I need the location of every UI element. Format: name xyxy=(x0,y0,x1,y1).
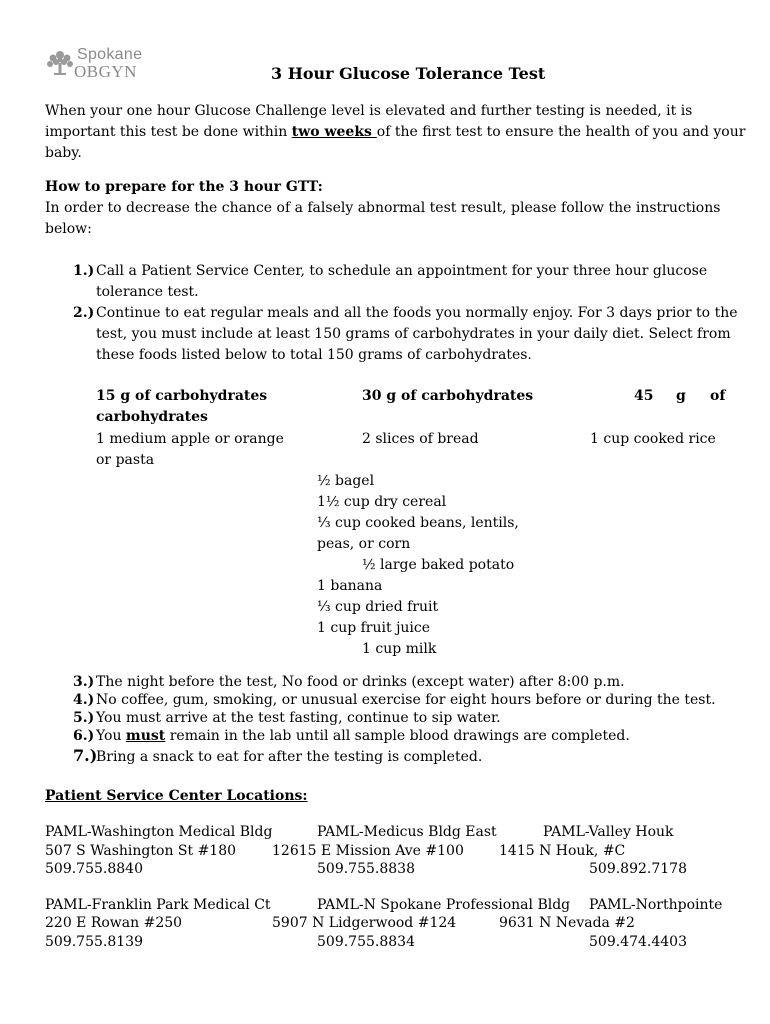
location-5-name: PAML-N Spokane Professional Bldg xyxy=(317,897,571,913)
step-5-number: 5.) xyxy=(73,710,95,726)
step-2-line-1: Continue to eat regular meals and all the foods you normally enjoy. For 3 days prior to the xyxy=(96,305,738,321)
step-6-number: 6.) xyxy=(73,728,95,744)
locations-heading: Patient Service Center Locations: xyxy=(45,788,308,804)
location-2-address: 12615 E Mission Ave #100 xyxy=(272,843,464,859)
carbs-wrap-line: or pasta xyxy=(96,452,155,468)
step-7-number: 7.) xyxy=(73,746,98,765)
location-2-name: PAML-Medicus Bldg East xyxy=(317,824,497,840)
location-1-phone: 509.755.8840 xyxy=(45,861,143,877)
intro-line-3: baby. xyxy=(45,145,82,161)
carbs-header-15g: 15 g of carbohydrates xyxy=(96,388,268,404)
step-2-number: 2.) xyxy=(73,305,95,321)
carbs-header-45g-part-1: 45 xyxy=(634,388,654,404)
location-6-address: 9631 N Nevada #2 xyxy=(499,915,635,931)
carbs-list-item: ⅓ cup dried fruit xyxy=(317,599,439,615)
prep-heading: How to prepare for the 3 hour GTT: xyxy=(45,179,323,195)
step-6-pre: You xyxy=(96,728,126,744)
prep-line-2: below: xyxy=(45,221,92,237)
step-6-emphasis: must xyxy=(125,728,166,744)
location-1-address: 507 S Washington St #180 xyxy=(45,843,237,859)
step-1-number: 1.) xyxy=(73,263,95,279)
carbs-30g-item-1: 2 slices of bread xyxy=(362,431,479,447)
carbs-list-item: ½ large baked potato xyxy=(362,557,515,573)
carbs-list-item: 1 cup fruit juice xyxy=(317,620,431,636)
carbs-header-wrap: carbohydrates xyxy=(96,409,208,425)
intro-line-2-pre: important this test be done within xyxy=(45,124,292,140)
location-3-phone: 509.892.7178 xyxy=(589,861,687,877)
carbs-list-item: ⅓ cup cooked beans, lentils, xyxy=(317,515,519,531)
location-2-phone: 509.755.8838 xyxy=(317,861,415,877)
intro-line-2 xyxy=(45,122,745,142)
carbs-15g-item-1: 1 medium apple or orange xyxy=(96,431,284,447)
carbs-list-item: peas, or corn xyxy=(317,536,411,552)
location-6-phone: 509.474.4403 xyxy=(589,934,687,950)
location-1-name: PAML-Washington Medical Bldg xyxy=(45,824,273,840)
prep-line-1: In order to decrease the chance of a falsely abnormal test result, please follow the instructions xyxy=(45,200,721,216)
step-2-line-2: test, you must include at least 150 grams of carbohydrates in your daily diet. Select from xyxy=(96,326,731,342)
page-title: 3 Hour Glucose Tolerance Test xyxy=(271,64,546,83)
location-4-address: 220 E Rowan #250 xyxy=(45,915,183,931)
carbs-header-30g: 30 g of carbohydrates xyxy=(362,388,534,404)
carbs-list-item: 1 cup milk xyxy=(362,641,437,657)
step-3-text: The night before the test, No food or drinks (except water) after 8:00 p.m. xyxy=(96,674,625,690)
logo-text-bottom: OBGYN xyxy=(74,62,137,81)
step-4-text: No coffee, gum, smoking, or unusual exercise for eight hours before or during the test. xyxy=(96,692,716,708)
location-6-name: PAML-Northpointe xyxy=(589,897,723,913)
location-5-phone: 509.755.8834 xyxy=(317,934,415,950)
carbs-45g-item-1: 1 cup cooked rice xyxy=(590,431,716,447)
step-6-post: remain in the lab until all sample blood drawings are completed. xyxy=(165,728,630,744)
carbs-header-45g-part-2: g xyxy=(676,388,686,404)
step-1-line-1: Call a Patient Service Center, to schedule an appointment for your three hour glucose xyxy=(96,263,708,279)
carbs-list-item: 1 banana xyxy=(317,578,383,594)
logo-text-top: Spokane xyxy=(77,46,143,63)
carbs-header-45g-part-3: of xyxy=(710,388,726,404)
intro-line-2-post: of the first test to ensure the health of you and your xyxy=(376,124,746,140)
step-4-number: 4.) xyxy=(73,692,95,708)
location-3-name: PAML-Valley Houk xyxy=(543,824,674,840)
step-2-line-3: these foods listed below to total 150 grams of carbohydrates. xyxy=(96,347,532,363)
step-5-text: You must arrive at the test fasting, continue to sip water. xyxy=(96,710,501,726)
carbs-list-item: 1½ cup dry cereal xyxy=(317,494,447,510)
step-3-number: 3.) xyxy=(73,674,95,690)
intro-line-1: When your one hour Glucose Challenge level is elevated and further testing is needed, it is xyxy=(45,103,693,119)
location-5-address: 5907 N Lidgerwood #124 xyxy=(272,915,457,931)
step-7-text: Bring a snack to eat for after the testing is completed. xyxy=(96,749,483,765)
carbs-list-item: ½ bagel xyxy=(317,473,375,489)
step-1-line-2: tolerance test. xyxy=(96,284,199,300)
intro-emphasis: two weeks xyxy=(291,124,377,140)
location-3-address: 1415 N Houk, #C xyxy=(499,843,626,859)
location-4-name: PAML-Franklin Park Medical Ct xyxy=(45,897,271,913)
step-6-text xyxy=(96,727,630,745)
tree-icon xyxy=(44,46,76,78)
location-4-phone: 509.755.8139 xyxy=(45,934,143,950)
